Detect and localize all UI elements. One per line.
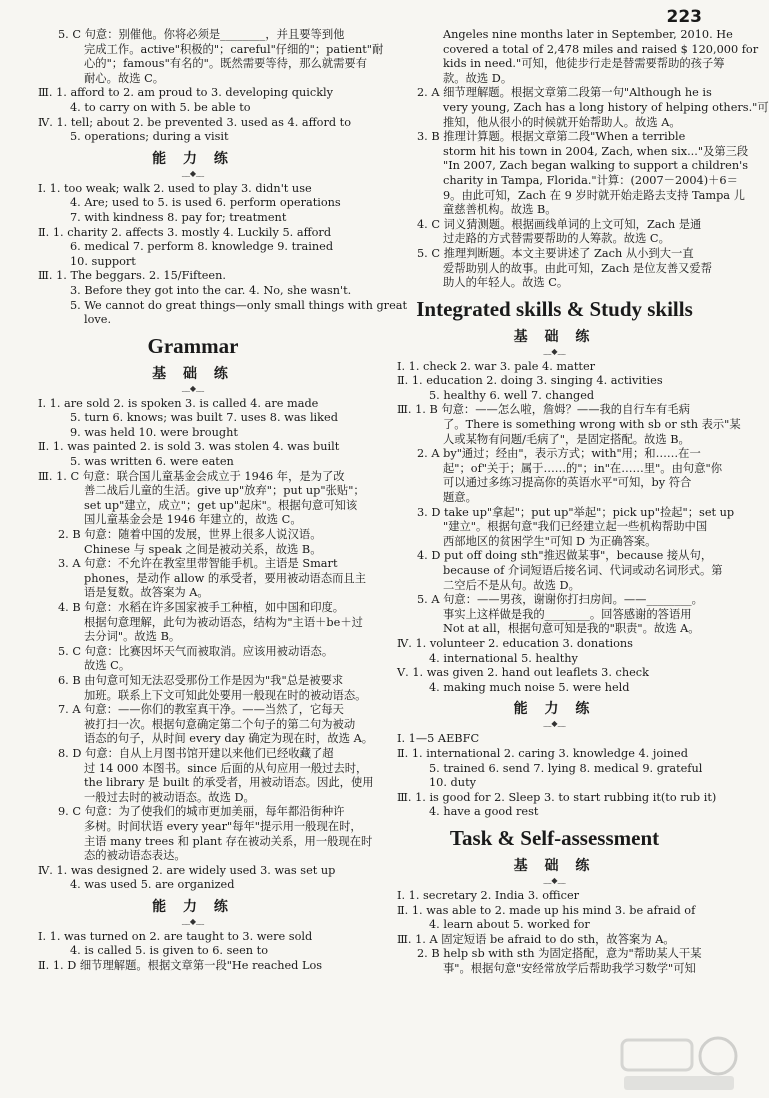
answer-line: Not at all，根据句意可知是我的"职责"。故选 A。: [443, 622, 700, 636]
answer-line: Ⅰ. 1. are sold 2. is spoken 3. is called 4. are made: [38, 396, 319, 410]
answer-line: 语是复数。故答案为 A。: [84, 586, 209, 600]
answer-line: 故选 C。: [84, 659, 131, 673]
section-heading-ability: 能 力 练: [152, 898, 234, 915]
answer-block: [397, 359, 741, 696]
answer-line: 10. support: [70, 254, 136, 268]
answer-line: 2. B help sb with sth 为固定搭配，意为"帮助某人干某: [417, 947, 702, 961]
answer-line: 根据句意理解，此句为被动语态，结构为"主语＋be＋过: [84, 615, 363, 629]
answer-line: 二空后不是从句。故选 D。: [443, 578, 580, 592]
heading-ornament: ﹏◆﹏: [543, 875, 566, 885]
answer-line: 过走路的方式替需要帮助的人筹款。故选 C。: [443, 232, 670, 246]
answer-line: 过 14 000 本图书。since 后面的从句应用一般过去时，: [84, 761, 368, 775]
answer-line: Ⅳ. 1. volunteer 2. education 3. donations: [397, 636, 633, 650]
answer-line: 去分词"。故选 B。: [84, 630, 181, 644]
answer-line: 主语 many trees 和 plant 存在被动关系，用一般现在时: [84, 834, 373, 848]
answer-line: 5. healthy 6. well 7. changed: [429, 388, 595, 402]
answer-line: Ⅰ. 1. secretary 2. India 3. officer: [397, 888, 580, 902]
answer-line: 4. was used 5. are organized: [70, 878, 235, 892]
answer-line: 5. trained 6. send 7. lying 8. medical 9. grateful: [429, 761, 703, 775]
answer-line: 3. D take up"拿起"；put up"举起"；pick up"捡起"；set up: [417, 505, 735, 519]
left-column: [38, 28, 408, 974]
section-title-task: Task & Self-assessment: [449, 825, 660, 850]
answer-line: Ⅳ. 1. tell; about 2. be prevented 3. used as 4. afford to: [38, 115, 352, 129]
answer-line: 国儿童基金会是 1946 年建立的，故选 C。: [84, 513, 302, 527]
answer-line: 6. B 由句意可知无法忍受那份工作是因为"我"总是被要求: [58, 673, 344, 687]
answer-line: 4. C 词义猜测题。根据画线单词的上文可知，Zach 是通: [417, 217, 702, 231]
answer-line: phones，是动作 allow 的承受者，要用被动语态而且主: [84, 571, 367, 585]
answer-block: [397, 732, 717, 820]
answer-line: Ⅱ. 1. was painted 2. is sold 3. was stolen 4. was built: [38, 440, 340, 454]
answer-line: 事"。根据句意"安经常放学后帮助我学习数学"可知: [443, 961, 696, 975]
answer-line: love.: [84, 313, 112, 327]
answer-line: 4. D put off doing sth"推迟做某事"，because 接从句，: [417, 549, 713, 563]
answer-line: Ⅲ. 1. is good for 2. Sleep 3. to start rubbing it(to rub it): [397, 790, 717, 804]
answer-line: 3. Before they got into the car. 4. No, she wasn't.: [70, 283, 352, 297]
answer-line: 5. operations; during a visit: [70, 130, 229, 144]
answer-line: 可以通过多练习提高你的英语水平"可知，by 符合: [443, 476, 692, 490]
page-number: 223: [666, 7, 702, 27]
answer-line: 3. A 句意：不允许在教室里带智能手机。主语是 Smart: [58, 557, 338, 571]
answer-line: 7. A 句意：——你们的教室真干净。——当然了，它每天: [58, 703, 344, 717]
answer-line: 4. B 句意：水稻在许多国家被手工种植，如中国和印度。: [58, 601, 345, 614]
answer-line: Ⅱ. 1. D 细节理解题。根据文章第一段"He reached Los: [38, 959, 323, 973]
answer-line: 耐心。故选 C。: [84, 71, 165, 85]
answer-block: [38, 28, 384, 145]
answer-line: 4. have a good rest: [429, 805, 539, 819]
answer-line: Ⅲ. 1. A 固定短语 be afraid to do sth，故答案为 A。: [397, 932, 675, 946]
right-column: [397, 28, 769, 976]
answer-line: 加班。联系上下文可知此处要用一般现在时的被动语态。: [84, 688, 367, 702]
answer-line: 心的"；famous"有名的"。既然需要等待，那么就需要有: [84, 57, 368, 71]
answer-line: 2. B 句意：随着中国的发展，世界上很多人说汉语。: [58, 528, 322, 542]
answer-line: 2. A by"通过；经由"，表示方式；with"用；和……在一: [417, 447, 701, 461]
heading-ornament: ﹏◆﹏: [543, 719, 566, 729]
answer-line: 5. C 句意：别催他。你将必须是________，并且要等到他: [58, 28, 345, 41]
answer-line: 5. turn 6. knows; was built 7. uses 8. was liked: [70, 411, 338, 425]
section-title-integrated-skills: Integrated skills & Study skills: [416, 296, 693, 321]
answer-line: 起"；of"关于；属于……的"；in"在……里"。由句意"你: [443, 461, 722, 475]
answer-line: 4. learn about 5. worked for: [429, 918, 590, 932]
heading-ornament: ﹏◆﹏: [181, 916, 205, 926]
answer-line: Chinese 与 speak 之间是被动关系，故选 B。: [84, 542, 322, 556]
section-heading-ability: 能 力 练: [152, 150, 234, 167]
answer-line: 4. making much noise 5. were held: [429, 680, 630, 694]
answer-block: [38, 181, 408, 328]
answer-block: [397, 889, 712, 977]
answer-line: Ⅲ. 1. afford to 2. am proud to 3. developing quickly: [38, 86, 334, 100]
answer-line: very young, Zach has a long history of helping others."可: [443, 100, 769, 114]
answer-line: 题意。: [443, 491, 477, 505]
answer-line: 善二战后儿童的生活。give up"放弃"；put up"张贴"；: [84, 484, 365, 498]
answer-line: 7. with kindness 8. pay for; treatment: [70, 210, 287, 224]
answer-line: Ⅰ. 1. was turned on 2. are taught to 3. were sold: [38, 929, 313, 943]
section-heading-basic: 基 础 练: [152, 365, 234, 382]
answer-line: Ⅴ. 1. was given 2. hand out leaflets 3. check: [397, 666, 649, 680]
answer-line: storm hit his town in 2004, Zach, when six..."及第三段: [443, 144, 749, 158]
answer-line: 完成工作。active"积极的"；careful"仔细的"；patient"耐: [84, 42, 384, 56]
answer-line: 5. was written 6. were eaten: [70, 455, 234, 469]
heading-ornament: ﹏◆﹏: [181, 383, 205, 393]
answer-line: 款。故选 D。: [443, 71, 513, 85]
answer-line: kids in need."可知，他徒步行走是替需要帮助的孩子筹: [443, 57, 725, 71]
answer-line: 4. to carry on with 5. be able to: [70, 100, 251, 114]
answer-line: 了。There is something wrong with sb or sth 表示"某: [443, 418, 741, 432]
answer-line: 多树。时间状语 every year"每年"提示用一般现在时，: [84, 819, 362, 833]
section-heading-basic: 基 础 练: [513, 857, 596, 874]
answer-site-watermark-icon: [614, 1032, 744, 1094]
answer-line: Ⅰ. 1. too weak; walk 2. used to play 3. didn't use: [38, 181, 312, 195]
answer-block: [38, 930, 348, 974]
answer-line: 2. A 细节理解题。根据文章第二段第一句"Although he is: [417, 86, 712, 100]
answer-line: 9. C 句意：为了使我们的城市更加美丽，每年都沿街种许: [58, 805, 345, 819]
answer-line: 爱帮助别人的故事。由此可知，Zach 是位友善又爱帮: [443, 261, 713, 275]
section-heading-basic: 基 础 练: [513, 328, 596, 345]
answer-line: Ⅲ. 1. The beggars. 2. 15/Fifteen.: [38, 269, 226, 283]
answer-line: 推知，他从很小的时候就开始帮助人。故选 A。: [443, 115, 681, 129]
answer-line: Ⅱ. 1. international 2. caring 3. knowledge 4. joined: [397, 746, 688, 760]
answer-line: 态的被动语态表达。: [84, 849, 186, 863]
answer-line: 4. international 5. healthy: [429, 651, 578, 665]
answer-line: 西部地区的贫困学生"可知 D 为正确答案。: [443, 534, 657, 548]
answer-line: Ⅰ. 1—5 AEBFC: [397, 732, 480, 746]
answer-line: Ⅰ. 1. check 2. war 3. pale 4. matter: [397, 359, 596, 373]
answer-line: Ⅱ. 1. education 2. doing 3. singing 4. activities: [397, 374, 663, 388]
answer-line: Ⅱ. 1. was able to 2. made up his mind 3. be afraid of: [397, 903, 696, 917]
section-title-grammar: Grammar: [147, 333, 239, 358]
answer-line: covered a total of 2,478 miles and raised $ 120,000 for: [443, 42, 759, 56]
answer-line: 被打扫一次。根据句意确定第二个句子的第二句为被动: [84, 717, 356, 731]
answer-line: 5. A 句意：——男孩，谢谢你打扫房间。——________。: [417, 593, 703, 607]
answer-line: 6. medical 7. perform 8. knowledge 9. trained: [70, 240, 334, 254]
answer-line: Ⅳ. 1. was designed 2. are widely used 3. was set up: [38, 863, 336, 877]
answer-line: 4. Are; used to 5. is used 6. perform operations: [70, 196, 341, 210]
answer-block: [38, 396, 374, 893]
answer-line: 3. B 推理计算题。根据文章第二段"When a terrible: [417, 130, 686, 144]
answer-line: 5. We cannot do great things—only small things with great: [70, 298, 408, 312]
answer-block: [397, 28, 769, 291]
answer-line: Ⅲ. 1. B 句意：——怎么啦，詹姆？——我的自行车有毛病: [397, 403, 690, 417]
answer-line: Angeles nine months later in September, 2010. He: [443, 28, 733, 41]
answer-line: "建立"。根据句意"我们已经建立起一些机构帮助中国: [443, 520, 708, 534]
answer-line: 8. D 句意：自从上月图书馆开建以来他们已经收藏了超: [58, 746, 334, 760]
answer-line: 5. C 句意：比赛因坏天气而被取消。应该用被动语态。: [58, 644, 334, 658]
answer-line: 人或某物有问题/毛病了"，是固定搭配。故选 B。: [443, 432, 690, 446]
answer-line: 5. C 推理判断题。本文主要讲述了 Zach 从小到大一直: [417, 246, 694, 260]
answer-line: 9。由此可知，Zach 在 9 岁时就开始走路去支持 Tampa 儿: [443, 188, 745, 202]
answer-line: 9. was held 10. were brought: [70, 425, 238, 439]
section-heading-ability: 能 力 练: [513, 701, 596, 718]
answer-line: 4. is called 5. is given to 6. seen to: [70, 944, 268, 958]
heading-ornament: ﹏◆﹏: [181, 168, 205, 178]
answer-line: 一般过去时的被动语态。故选 D。: [84, 790, 255, 804]
answer-line: 童慈善机构。故选 B。: [443, 203, 557, 217]
answer-line: "In 2007, Zach began walking to support a children's: [443, 159, 749, 173]
answer-line: set up"建立，成立"；get up"起床"。根据句意可知该: [84, 498, 358, 512]
answer-line: because of 介词短语后接名词、代词或动名词形式。第: [443, 564, 723, 577]
answer-line: Ⅱ. 1. charity 2. affects 3. mostly 4. Luckily 5. afford: [38, 225, 332, 239]
answer-line: 语态的句子，从时间 every day 确定为现在时，故选 A。: [84, 732, 374, 746]
answer-line: charity in Tampa, Florida."计算：(2007－2004)＋6＝: [443, 173, 738, 187]
answer-line: 10. duty: [429, 776, 476, 790]
answer-line: Ⅲ. 1. C 句意：联合国儿童基金会成立于 1946 年，是为了改: [38, 469, 345, 483]
answer-line: 助人的年轻人。故选 C。: [443, 276, 569, 290]
answer-line: the library 是 built 的承受者，用被动语态。因此，使用: [84, 776, 374, 790]
heading-ornament: ﹏◆﹏: [543, 346, 566, 356]
answer-line: 事实上这样做是我的________。回答感谢的答语用: [443, 607, 692, 621]
